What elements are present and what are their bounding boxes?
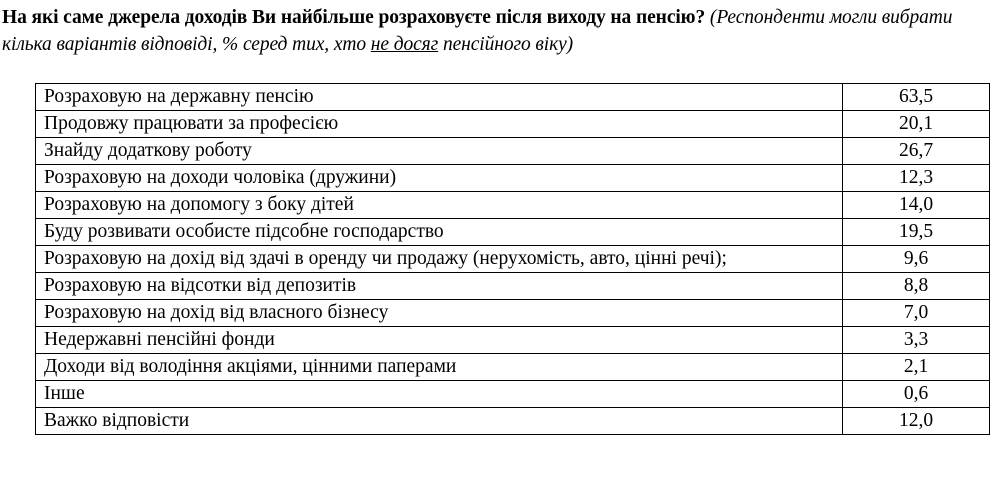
row-label: Доходи від володіння акціями, цінними паперами: [36, 354, 843, 381]
row-label: Розраховую на допомогу з боку дітей: [36, 192, 843, 219]
table-heading: [2, 4, 1002, 58]
row-label: Інше: [36, 381, 843, 408]
survey-question: На які саме джерела доходів Ви найбільше розраховуєте після виходу на пенсію?: [2, 7, 706, 28]
row-value: 7,0: [843, 300, 990, 327]
row-value: 14,0: [843, 192, 990, 219]
row-label: Продовжу працювати за професією: [36, 111, 843, 138]
row-value: 2,1: [843, 354, 990, 381]
row-value: 9,6: [843, 246, 990, 273]
table-row: [36, 300, 990, 327]
table-row: [36, 192, 990, 219]
row-label: Знайду додаткову роботу: [36, 138, 843, 165]
row-label: Буду розвивати особисте підсобне господарство: [36, 219, 843, 246]
table-row: [36, 111, 990, 138]
row-value: 0,6: [843, 381, 990, 408]
table-row: [36, 219, 990, 246]
table-row: [36, 381, 990, 408]
row-value: 8,8: [843, 273, 990, 300]
row-label: Важко відповісти: [36, 408, 843, 435]
row-value: 12,0: [843, 408, 990, 435]
table-row: [36, 138, 990, 165]
note-before: (Респонденти могли вибрати кілька варіантів відповіді, % серед тих, хто: [2, 7, 953, 55]
row-value: 26,7: [843, 138, 990, 165]
row-value: 12,3: [843, 165, 990, 192]
table-row: [36, 165, 990, 192]
row-label: Розраховую на відсотки від депозитів: [36, 273, 843, 300]
row-value: 3,3: [843, 327, 990, 354]
table-row: [36, 84, 990, 111]
table-row: [36, 273, 990, 300]
row-label: Розраховую на дохід від власного бізнесу: [36, 300, 843, 327]
row-value: 19,5: [843, 219, 990, 246]
note-after: пенсійного віку): [442, 34, 574, 55]
row-label: Розраховую на державну пенсію: [36, 84, 843, 111]
table-row: [36, 408, 990, 435]
note-underlined: не досяг: [370, 34, 439, 55]
row-value: 63,5: [843, 84, 990, 111]
row-label: Розраховую на доходи чоловіка (дружини): [36, 165, 843, 192]
results-table-body: [36, 84, 990, 435]
table-row: [36, 246, 990, 273]
row-value: 20,1: [843, 111, 990, 138]
row-label: Недержавні пенсійні фонди: [36, 327, 843, 354]
table-row: [36, 327, 990, 354]
results-table: [35, 83, 990, 435]
table-row: [36, 354, 990, 381]
row-label: Розраховую на дохід від здачі в оренду чи продажу (нерухомість, авто, цінні речі);: [36, 246, 843, 273]
